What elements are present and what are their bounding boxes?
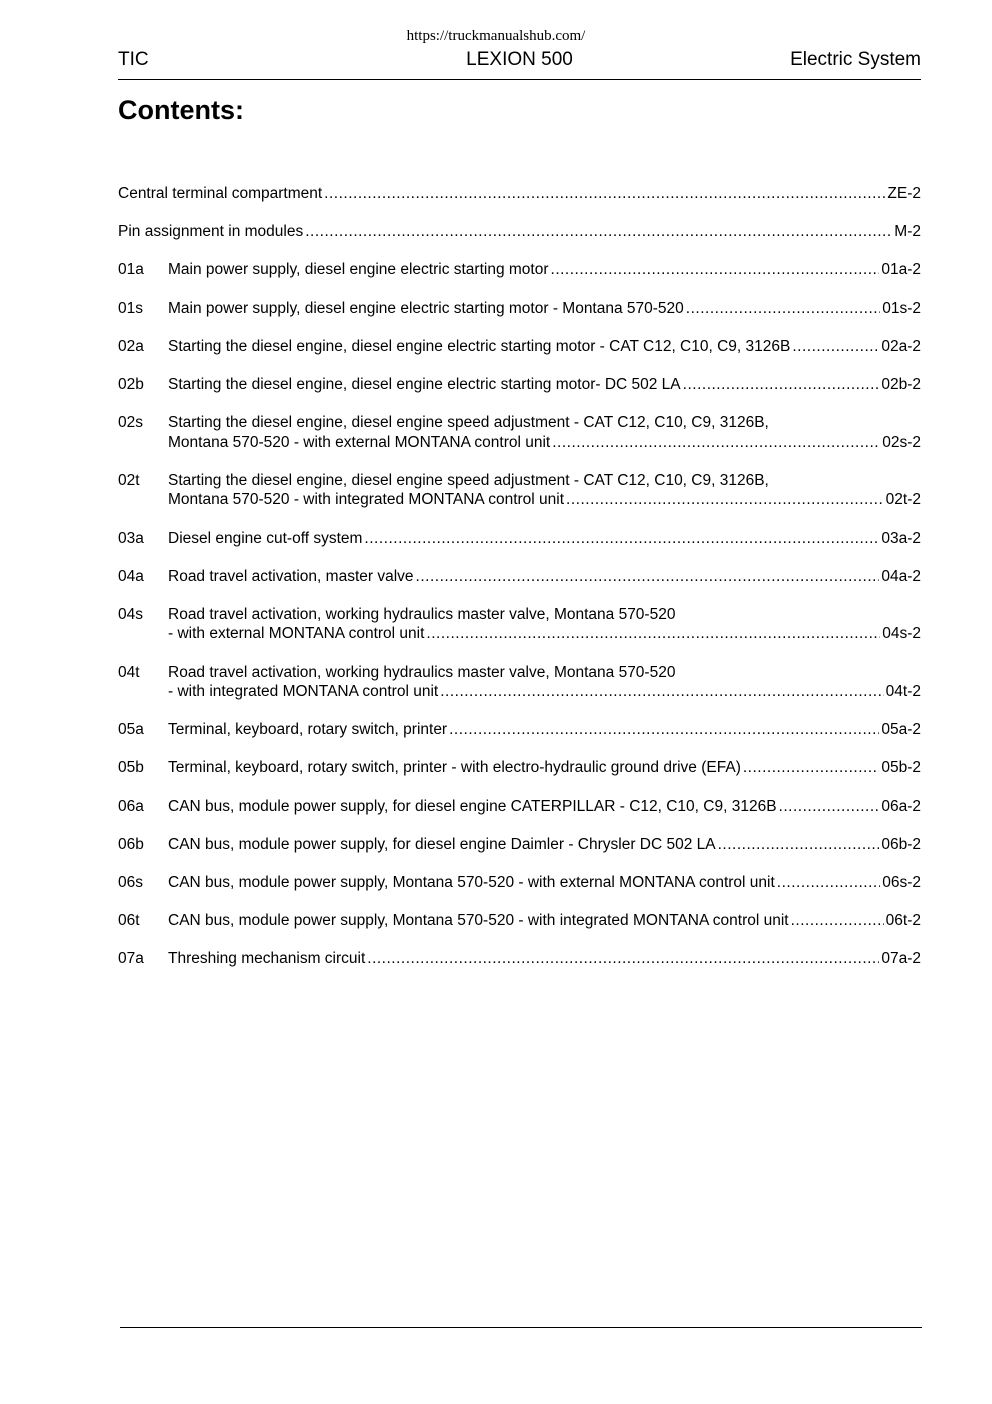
toc-entry-line	[168, 260, 921, 280]
toc-entry-body	[118, 222, 921, 242]
toc-entry-line	[118, 222, 921, 242]
toc-dot-leader	[449, 720, 879, 740]
toc-entry-line	[168, 835, 921, 855]
toc-entry-page: ZE-2	[887, 185, 921, 202]
toc-entry-code: 07a	[118, 950, 144, 968]
toc-entry-body	[118, 184, 921, 204]
toc-entry-line	[168, 949, 921, 969]
toc-entry[interactable]	[118, 758, 921, 778]
toc-dot-leader	[324, 184, 885, 204]
toc-entry-body	[168, 758, 921, 778]
toc-entry-body	[168, 375, 921, 395]
toc-entry-title: Pin assignment in modules	[118, 223, 304, 241]
toc-entry-line	[168, 758, 921, 778]
toc-entry[interactable]	[118, 337, 921, 357]
toc-dot-leader	[792, 337, 879, 357]
toc-entry-page: 02t-2	[885, 491, 921, 509]
toc-entry-code: 02t	[118, 471, 140, 489]
toc-entry-line	[168, 797, 921, 817]
toc-entry-line	[168, 529, 921, 549]
toc-entry-page: 04t-2	[885, 683, 921, 701]
toc-entry[interactable]	[118, 663, 921, 702]
toc-entry-code: 04s	[118, 605, 143, 623]
toc-entry-body	[168, 911, 921, 931]
toc-dot-leader	[426, 624, 880, 644]
toc-entry-title: Starting the diesel engine, diesel engine electric starting motor- DC 502 LA	[168, 375, 681, 393]
toc-dot-leader	[551, 260, 880, 280]
toc-entry-page: 04s-2	[882, 625, 921, 643]
toc-entry-title: Threshing mechanism circuit	[168, 950, 366, 968]
toc-entry[interactable]	[118, 299, 921, 319]
toc-entry-title: Montana 570-520 - with external MONTANA control unit	[168, 433, 551, 451]
toc-entry-body	[168, 720, 921, 740]
toc-entry-body	[168, 949, 921, 969]
toc-dot-leader	[416, 567, 880, 587]
footer-rule	[120, 1327, 922, 1328]
toc-entry-title: Terminal, keyboard, rotary switch, printer	[168, 721, 448, 739]
toc-entry[interactable]	[118, 873, 921, 893]
toc-entry-line	[168, 490, 921, 510]
page-header	[118, 48, 921, 72]
toc-entry-title: Terminal, keyboard, rotary switch, printer - with electro-hydraulic ground drive (EFA)	[168, 759, 741, 777]
toc-entry-page: 02b-2	[881, 375, 921, 393]
toc-entry-page: 01s-2	[882, 299, 921, 317]
toc-entry-code: 06b	[118, 835, 144, 853]
toc-entry-page: 04a-2	[881, 567, 921, 585]
toc-entry-code: 02b	[118, 375, 144, 393]
table-of-contents	[118, 184, 921, 988]
toc-entry-line	[168, 911, 921, 931]
toc-dot-leader	[718, 835, 880, 855]
toc-entry-title: Central terminal compartment	[118, 185, 323, 202]
toc-entry-body	[168, 663, 921, 702]
toc-dot-leader	[777, 873, 880, 893]
toc-entry[interactable]	[118, 720, 921, 740]
header-right: Electric System	[790, 49, 921, 70]
watermark-url: https://truckmanualshub.com/	[406, 28, 586, 44]
toc-entry-code: 04t	[118, 663, 140, 681]
toc-entry-line	[168, 471, 921, 491]
header-center: LEXION 500	[466, 49, 573, 70]
toc-entry[interactable]	[118, 949, 921, 969]
toc-entry-title: Starting the diesel engine, diesel engine electric starting motor - CAT C12, C10, C9, 3126B	[168, 337, 791, 355]
toc-dot-leader	[791, 911, 884, 931]
toc-entry-code: 06s	[118, 874, 143, 891]
toc-entry[interactable]	[118, 605, 921, 644]
toc-entry-title: CAN bus, module power supply, Montana 570-520 - with integrated MONTANA control unit	[168, 912, 789, 930]
toc-entry-title: Starting the diesel engine, diesel engine speed adjustment - CAT C12, C10, C9, 3126B,	[168, 414, 769, 432]
toc-entry-title: - with integrated MONTANA control unit	[168, 683, 439, 701]
toc-entry[interactable]	[118, 222, 921, 242]
toc-entry-body	[168, 337, 921, 357]
toc-entry-page: 02a-2	[881, 337, 921, 355]
toc-entry-body	[168, 873, 921, 893]
toc-entry-body	[168, 567, 921, 587]
toc-entry-code: 03a	[118, 529, 144, 547]
toc-entry-line	[168, 624, 921, 644]
toc-entry-page: 06a-2	[881, 797, 921, 815]
header-left: TIC	[118, 49, 149, 70]
toc-entry-page: 05a-2	[881, 721, 921, 739]
toc-entry-title: Diesel engine cut-off system	[168, 529, 363, 547]
toc-dot-leader	[364, 529, 879, 549]
toc-entry-page: 05b-2	[881, 759, 921, 777]
toc-entry-page: 02s-2	[882, 433, 921, 451]
toc-entry[interactable]	[118, 529, 921, 549]
toc-entry[interactable]	[118, 375, 921, 395]
toc-entry-body	[168, 471, 921, 510]
toc-dot-leader	[686, 299, 880, 319]
toc-entry[interactable]	[118, 911, 921, 931]
toc-entry-code: 06t	[118, 912, 140, 930]
toc-entry[interactable]	[118, 471, 921, 510]
toc-entry-body	[168, 529, 921, 549]
toc-dot-leader	[552, 433, 880, 453]
toc-entry[interactable]	[118, 797, 921, 817]
toc-entry-page: 06s-2	[882, 874, 921, 891]
toc-dot-leader	[743, 758, 879, 778]
toc-entry-line	[168, 663, 921, 683]
toc-entry-line	[168, 873, 921, 893]
toc-entry-title: - with external MONTANA control unit	[168, 625, 425, 643]
toc-entry-line	[118, 184, 921, 204]
toc-entry-line	[168, 720, 921, 740]
toc-entry-code: 02s	[118, 414, 143, 432]
toc-entry-title: Main power supply, diesel engine electric starting motor	[168, 261, 549, 279]
toc-entry-line	[168, 682, 921, 702]
toc-entry-body	[168, 835, 921, 855]
toc-entry[interactable]	[118, 567, 921, 587]
toc-entry-body	[168, 299, 921, 319]
toc-entry-body	[168, 413, 921, 452]
toc-entry-code: 04a	[118, 567, 144, 585]
toc-entry-title: Montana 570-520 - with integrated MONTANA control unit	[168, 491, 565, 509]
toc-entry-code: 06a	[118, 797, 144, 815]
toc-entry[interactable]	[118, 260, 921, 280]
toc-dot-leader	[440, 682, 883, 702]
toc-entry-title: Main power supply, diesel engine electric starting motor - Montana 570-520	[168, 299, 684, 317]
toc-entry-code: 01a	[118, 261, 144, 279]
toc-entry-page: 06b-2	[881, 835, 921, 853]
toc-entry[interactable]	[118, 835, 921, 855]
toc-entry-title: Road travel activation, working hydraulics master valve, Montana 570-520	[168, 663, 676, 681]
toc-dot-leader	[367, 949, 879, 969]
toc-entry-code: 05a	[118, 721, 144, 739]
toc-entry-page: M-2	[894, 223, 921, 241]
toc-entry-title: Road travel activation, working hydraulics master valve, Montana 570-520	[168, 605, 676, 623]
toc-entry-line	[168, 413, 921, 433]
toc-entry-code: 01s	[118, 299, 143, 317]
toc-dot-leader	[566, 490, 884, 510]
toc-entry-title: CAN bus, module power supply, for diesel engine CATERPILLAR - C12, C10, C9, 3126B	[168, 797, 777, 815]
toc-entry-page: 07a-2	[881, 950, 921, 968]
toc-entry[interactable]	[118, 184, 921, 204]
toc-entry-body	[168, 797, 921, 817]
toc-entry-line	[168, 299, 921, 319]
toc-entry-title: CAN bus, module power supply, for diesel engine Daimler - Chrysler DC 502 LA	[168, 835, 716, 853]
toc-dot-leader	[683, 375, 880, 395]
toc-entry-title: Road travel activation, master valve	[168, 567, 414, 585]
toc-entry-title: Starting the diesel engine, diesel engine speed adjustment - CAT C12, C10, C9, 3126B,	[168, 471, 769, 489]
toc-entry-line	[168, 337, 921, 357]
toc-entry-code: 02a	[118, 337, 144, 355]
toc-entry-line	[168, 605, 921, 625]
page-title: Contents:	[118, 95, 244, 125]
toc-entry-page: 03a-2	[881, 529, 921, 547]
toc-entry-line	[168, 433, 921, 453]
toc-entry[interactable]	[118, 413, 921, 452]
toc-dot-leader	[305, 222, 892, 242]
toc-entry-page: 01a-2	[881, 261, 921, 279]
toc-entry-line	[168, 567, 921, 587]
toc-dot-leader	[779, 797, 880, 817]
toc-entry-line	[168, 375, 921, 395]
header-rule	[118, 79, 921, 80]
toc-entry-title: CAN bus, module power supply, Montana 570-520 - with external MONTANA control unit	[168, 874, 775, 891]
toc-entry-page: 06t-2	[885, 912, 921, 930]
toc-entry-body	[168, 605, 921, 644]
toc-entry-code: 05b	[118, 759, 144, 777]
toc-entry-body	[168, 260, 921, 280]
